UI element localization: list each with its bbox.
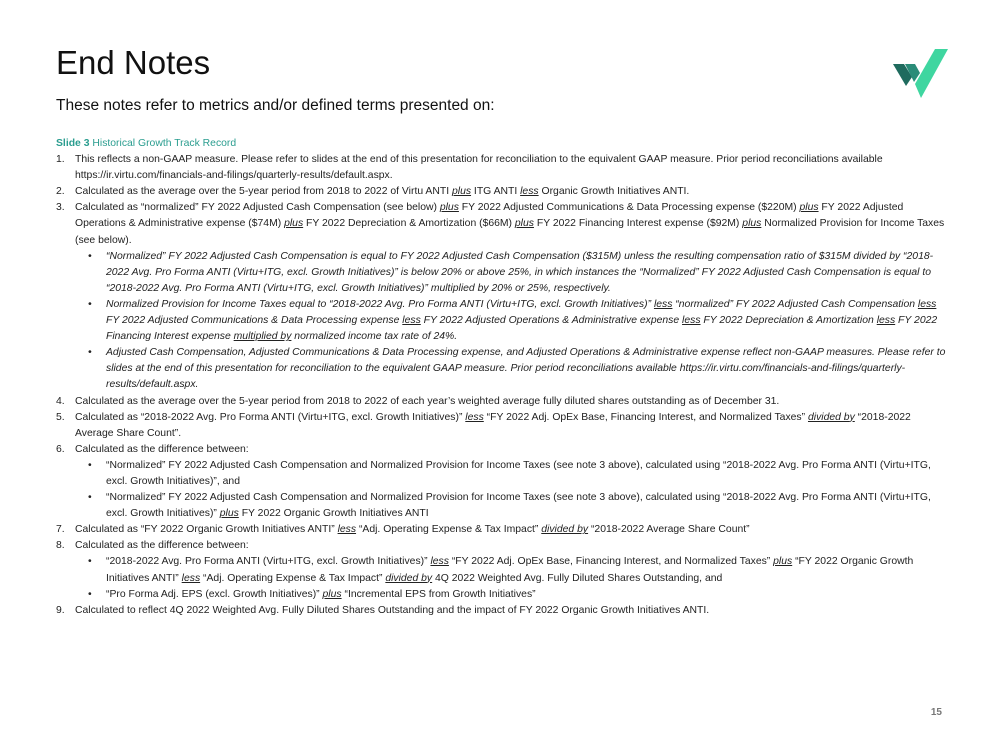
note-9: 9. Calculated to reflect 4Q 2022 Weighted Avg. Fully Diluted Shares Outstanding and the impact of FY 2022 Organic Growth Initiatives ANTI. [56, 604, 710, 616]
note-3: 3. Calculated as “normalized” FY 2022 Adjusted Cash Compensation (see below) plus FY 2022 Adjusted Communications & Data Processing expense ($220M) plus FY 2022 Adjusted Operations & Administrative expense ($74M) plus FY 2022 Depreciation & Amortization ($66M) plus FY 2022 Financing Interest expense ($92M) plus Normalized Provision for Income Taxes (see below). [56, 202, 945, 246]
slide-reference: Slide 3 Historical Growth Track Record [56, 138, 237, 149]
page-subtitle: These notes refer to metrics and/or defined terms presented on: [56, 97, 495, 114]
note-8-bullet-1: • “2018-2022 Avg. Pro Forma ANTI (Virtu+ITG, excl. Growth Initiatives)” less “FY 2022 Adj. OpEx Base, Financing Interest, and Normalized Taxes” plus “FY 2022 Organic Growth Initiatives ANTI” less “Adj. Operating Expense & Tax Impact” divided by 4Q 2022 Weighted Avg. Fully Diluted Shares Outstanding, and [88, 556, 914, 584]
virtu-logo-icon [893, 49, 948, 98]
note-3-bullet-2: • Normalized Provision for Income Taxes equal to “2018-2022 Avg. Pro Forma ANTI (Virtu+ITG, excl. Growth Initiatives)” less “normalized” FY 2022 Adjusted Cash Compensation less FY 2022 Adjusted Communications & Data Processing expense less FY 2022 Adjusted Operations & Administrative expense less FY 2022 Depreciation & Amortization less FY 2022 Financing Interest expense multiplied by normalized income tax rate of 24%. [88, 298, 938, 343]
note-8-bullet-2: • “Pro Forma Adj. EPS (excl. Growth Initiatives)” plus “Incremental EPS from Growth Initiatives” [88, 588, 536, 600]
note-3-bullet-1: • “Normalized” FY 2022 Adjusted Cash Compensation is equal to FY 2022 Adjusted Cash Compensation ($315M) unless the resulting compensation ratio of $315M divided by “2018-2022 Avg. Pro Forma ANTI (Virtu+ITG, excl. Growth Initiatives)” is below 20% or above 25%, in which instances the “Normalized” FY 2022 Adjusted Cash Compensation is equal to “2018-2022 Avg. Pro Forma ANTI (Virtu+ITG, excl. Growth Initiatives)” multiplied by 20% or 25%, respectively. [88, 250, 934, 294]
page-number: 15 [930, 707, 942, 718]
note-8: 8. Calculated as the difference between: [56, 540, 249, 552]
note-4: 4. Calculated as the average over the 5-year period from 2018 to 2022 of each year’s weighted average fully diluted shares outstanding as of December 31. [56, 395, 780, 407]
note-3-bullet-3: • Adjusted Cash Compensation, Adjusted Communications & Data Processing expense, and Adjusted Operations & Administrative expense reflect non-GAAP measures. Please refer to slides at the end of this presentation for reconciliation to the equivalent GAAP measure. Prior period reconciliations available https://ir.virtu.com/financials-and-filings/quarterly-results/default.aspx. [88, 347, 946, 391]
note-6-bullet-1: • “Normalized” FY 2022 Adjusted Cash Compensation and Normalized Provision for Income Taxes (see note 3 above), calculated using “2018-2022 Avg. Pro Forma ANTI (Virtu+ITG, excl. Growth Initiatives)”, and [88, 459, 931, 487]
note-6: 6. Calculated as the difference between: [56, 443, 249, 455]
page-title: End Notes [56, 44, 211, 81]
note-6-bullet-2: • “Normalized” FY 2022 Adjusted Cash Compensation and Normalized Provision for Income Taxes (see note 3 above), calculated using “2018-2022 Avg. Pro Forma ANTI (Virtu+ITG, excl. Growth Initiatives)” plus FY 2022 Organic Growth Initiatives ANTI [88, 492, 931, 520]
note-2: 2. Calculated as the average over the 5-year period from 2018 to 2022 of Virtu ANTI plus ITG ANTI less Organic Growth Initiatives ANTI. [56, 186, 690, 198]
note-1: 1. This reflects a non-GAAP measure. Please refer to slides at the end of this presentation for reconciliation to the equivalent GAAP measure. Prior period reconciliations available https://ir.virtu.com/financials-and-filings/quarterly-results/default.aspx. [56, 154, 883, 182]
note-7: 7. Calculated as “FY 2022 Organic Growth Initiatives ANTI” less “Adj. Operating Expense & Tax Impact” divided by “2018-2022 Average Share Count” [56, 524, 750, 536]
end-notes-body [56, 136, 948, 619]
note-5: 5. Calculated as “2018-2022 Avg. Pro Forma ANTI (Virtu+ITG, excl. Growth Initiatives)” less “FY 2022 Adj. OpEx Base, Financing Interest, and Normalized Taxes” divided by “2018-2022 Average Share Count”. [56, 411, 911, 439]
